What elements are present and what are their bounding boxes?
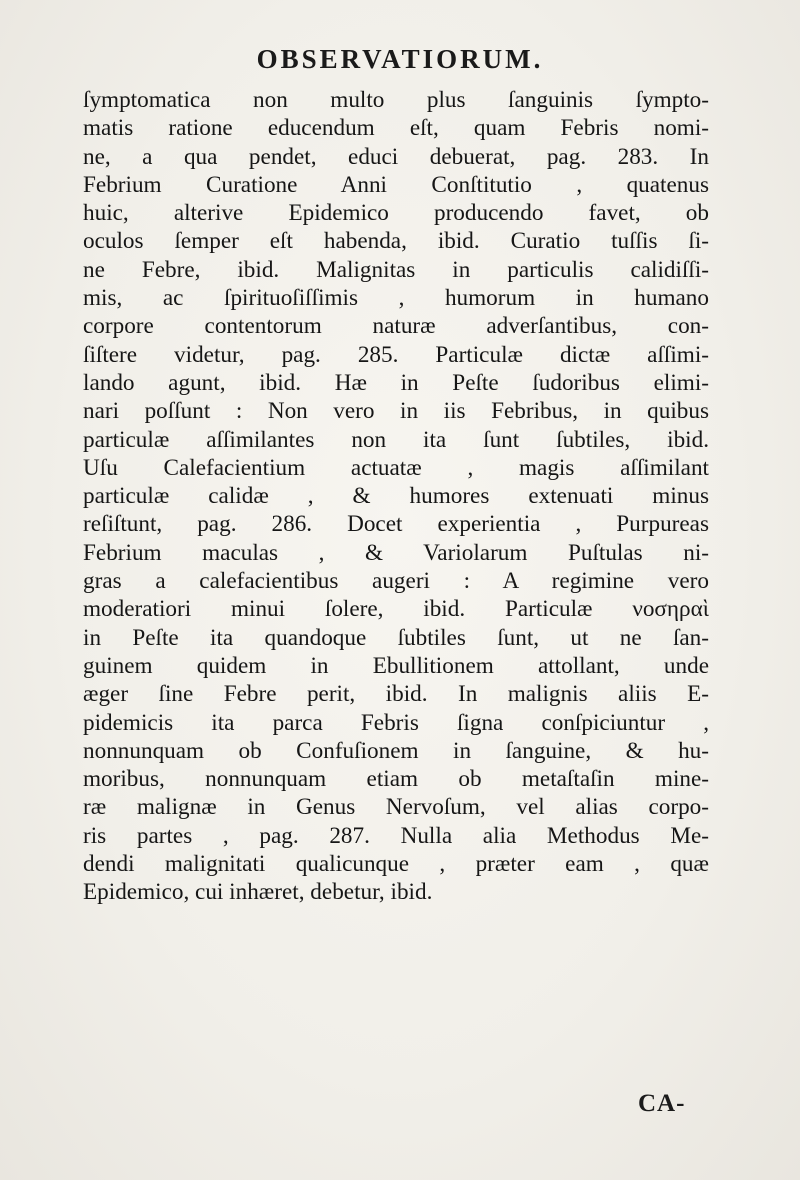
text-line-23: pidemicis ita parca Febris ſigna conſpiciuntur , <box>83 709 709 736</box>
text-line-26: ræ malignæ in Genus Nervoſum, vel alias corpo- <box>83 794 709 821</box>
text-line-15: particulæ calidæ , & humores extenuati minus <box>83 483 709 510</box>
text-line-7: ne Febre, ibid. Malignitas in particulis calidiſſi- <box>83 256 709 283</box>
running-head: OBSERVATIORUM. <box>256 44 544 74</box>
catchword: CA- <box>638 1090 686 1117</box>
text-line-25: moribus, nonnunquam etiam ob metaſtaſin mine- <box>83 766 709 793</box>
text-line-11: lando agunt, ibid. Hæ in Peſte ſudoribus elimi- <box>83 369 709 396</box>
text-line-13: particulæ aſſimilantes non ita ſunt ſubtiles, ibid. <box>83 426 709 453</box>
text-line-28: dendi malignitati qualicunque , præter eam , quæ <box>83 851 709 878</box>
text-line-20: in Peſte ita quandoque ſubtiles ſunt, ut ne ſan- <box>83 624 709 651</box>
text-line-17: Febrium maculas , & Variolarum Puſtulas ni- <box>83 539 709 566</box>
text-line-1: ſymptomatica non multo plus ſanguinis ſympto- <box>83 87 709 113</box>
text-line-21: guinem quidem in Ebullitionem attollant, unde <box>83 652 709 679</box>
text-line-19: moderatiori minui ſolere, ibid. Particulæ νοσηραὶ <box>83 596 709 623</box>
text-line-9: corpore contentorum naturæ adverſantibus, con- <box>83 313 709 340</box>
text-line-2: matis ratione educendum eſt, quam Febris nomi- <box>83 115 709 142</box>
text-line-18: gras a calefacientibus augeri : A regimine vero <box>83 568 709 595</box>
text-line-4: Febrium Curatione Anni Conſtitutio , quatenus <box>83 171 709 198</box>
text-line-24: nonnunquam ob Confuſionem in ſanguine, & hu- <box>83 737 709 764</box>
text-line-14: Uſu Calefacientium actuatæ , magis aſſimilant <box>83 454 709 481</box>
text-line-29: Epidemico, cui inhæret, debetur, ibid. <box>83 879 433 906</box>
text-line-22: æger ſine Febre perit, ibid. In malignis aliis E- <box>83 681 709 708</box>
text-line-8: mis, ac ſpirituoſiſſimis , humorum in humano <box>83 285 709 312</box>
text-line-3: ne, a qua pendet, educi debuerat, pag. 283. In <box>83 143 709 170</box>
text-line-16: reſiſtunt, pag. 286. Docet experientia , Purpureas <box>83 511 709 538</box>
body-text <box>83 86 709 907</box>
text-line-12: nari poſſunt : Non vero in iis Febribus, in quibus <box>83 398 709 425</box>
text-line-10: ſiſtere videtur, pag. 285. Particulæ dictæ aſſimi- <box>83 341 709 368</box>
text-line-27: ris partes , pag. 287. Nulla alia Methodus Me- <box>83 822 709 849</box>
text-line-6: oculos ſemper eſt habenda, ibid. Curatio tuſſis ſi- <box>83 228 709 255</box>
text-line-5: huic, alterive Epidemico producendo favet, ob <box>83 200 709 227</box>
